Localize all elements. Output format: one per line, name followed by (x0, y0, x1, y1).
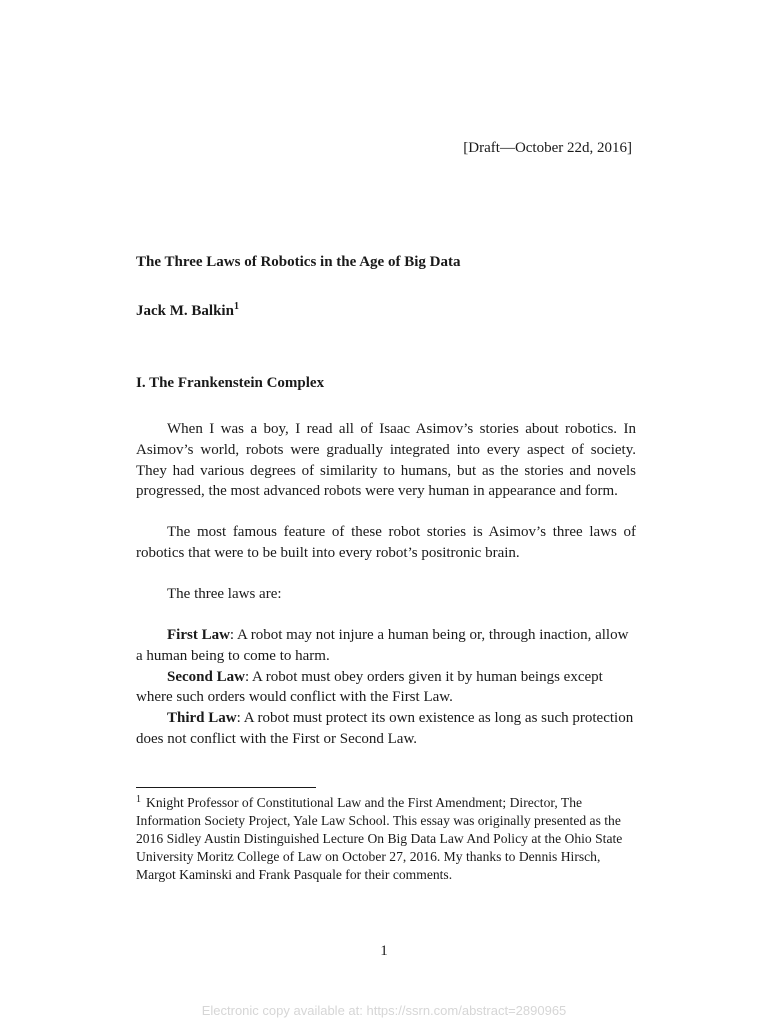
law-name-second: Second Law (167, 668, 245, 685)
draft-date-header: [Draft—October 22d, 2016] (463, 140, 632, 156)
law-name-first: First Law (167, 627, 230, 643)
page-number: 1 (380, 943, 388, 959)
footnote (136, 794, 636, 884)
law-item-third (136, 708, 636, 750)
law-text-third: : A robot must protect its own existence as long as such protection does not conflict with the First or Second Law. (136, 710, 634, 747)
law-text-second: : A robot must obey orders given it by human beings except where such orders would conflict with the First Law. (136, 668, 603, 706)
paragraph-three-laws-feature: The most famous feature of these robot stories is Asimov’s three laws of robotics that were to be built into every robot’s positronic brain. (136, 524, 636, 561)
paragraph-three-laws-lead: The three laws are: (167, 586, 282, 602)
footnote-marker: 1 (136, 794, 141, 805)
laws-list (136, 625, 636, 750)
law-name-third: Third Law (167, 710, 237, 727)
law-item-second (136, 667, 636, 709)
law-text-first: : A robot may not injure a human being or, through inaction, allow a human being to come to harm. (136, 627, 629, 664)
paper-title: The Three Laws of Robotics in the Age of Big Data (136, 254, 461, 270)
author-line (136, 301, 239, 321)
paragraph-intro: When I was a boy, I read all of Isaac Asimov’s stories about robotics. In Asimov’s world, robots were gradually integrated into every aspect of society. They had various degrees of similarity to humans, but as the stories and novels progressed, the most advanced robots were very human in appearance and form. (136, 421, 636, 500)
law-item-first (136, 625, 636, 667)
footnote-divider (136, 787, 316, 788)
author-footnote-marker: 1 (233, 301, 239, 312)
section-heading: I. The Frankenstein Complex (136, 375, 325, 391)
ssrn-footer: Electronic copy available at: https://ssrn.com/abstract=2890965 (201, 1003, 567, 1018)
author-name: Jack M. Balkin (136, 303, 234, 319)
footnote-text: Knight Professor of Constitutional Law and the First Amendment; Director, The Information Society Project, Yale Law School. This essay was originally presented as the 2016 Sidley Austin Distinguished Lecture On Big Data Law And Policy at the Ohio State University Moritz College of Law on October 27, 2016. My thanks to Dennis Hirsch, Margot Kaminski and Frank Pasquale for their comments. (136, 795, 623, 882)
